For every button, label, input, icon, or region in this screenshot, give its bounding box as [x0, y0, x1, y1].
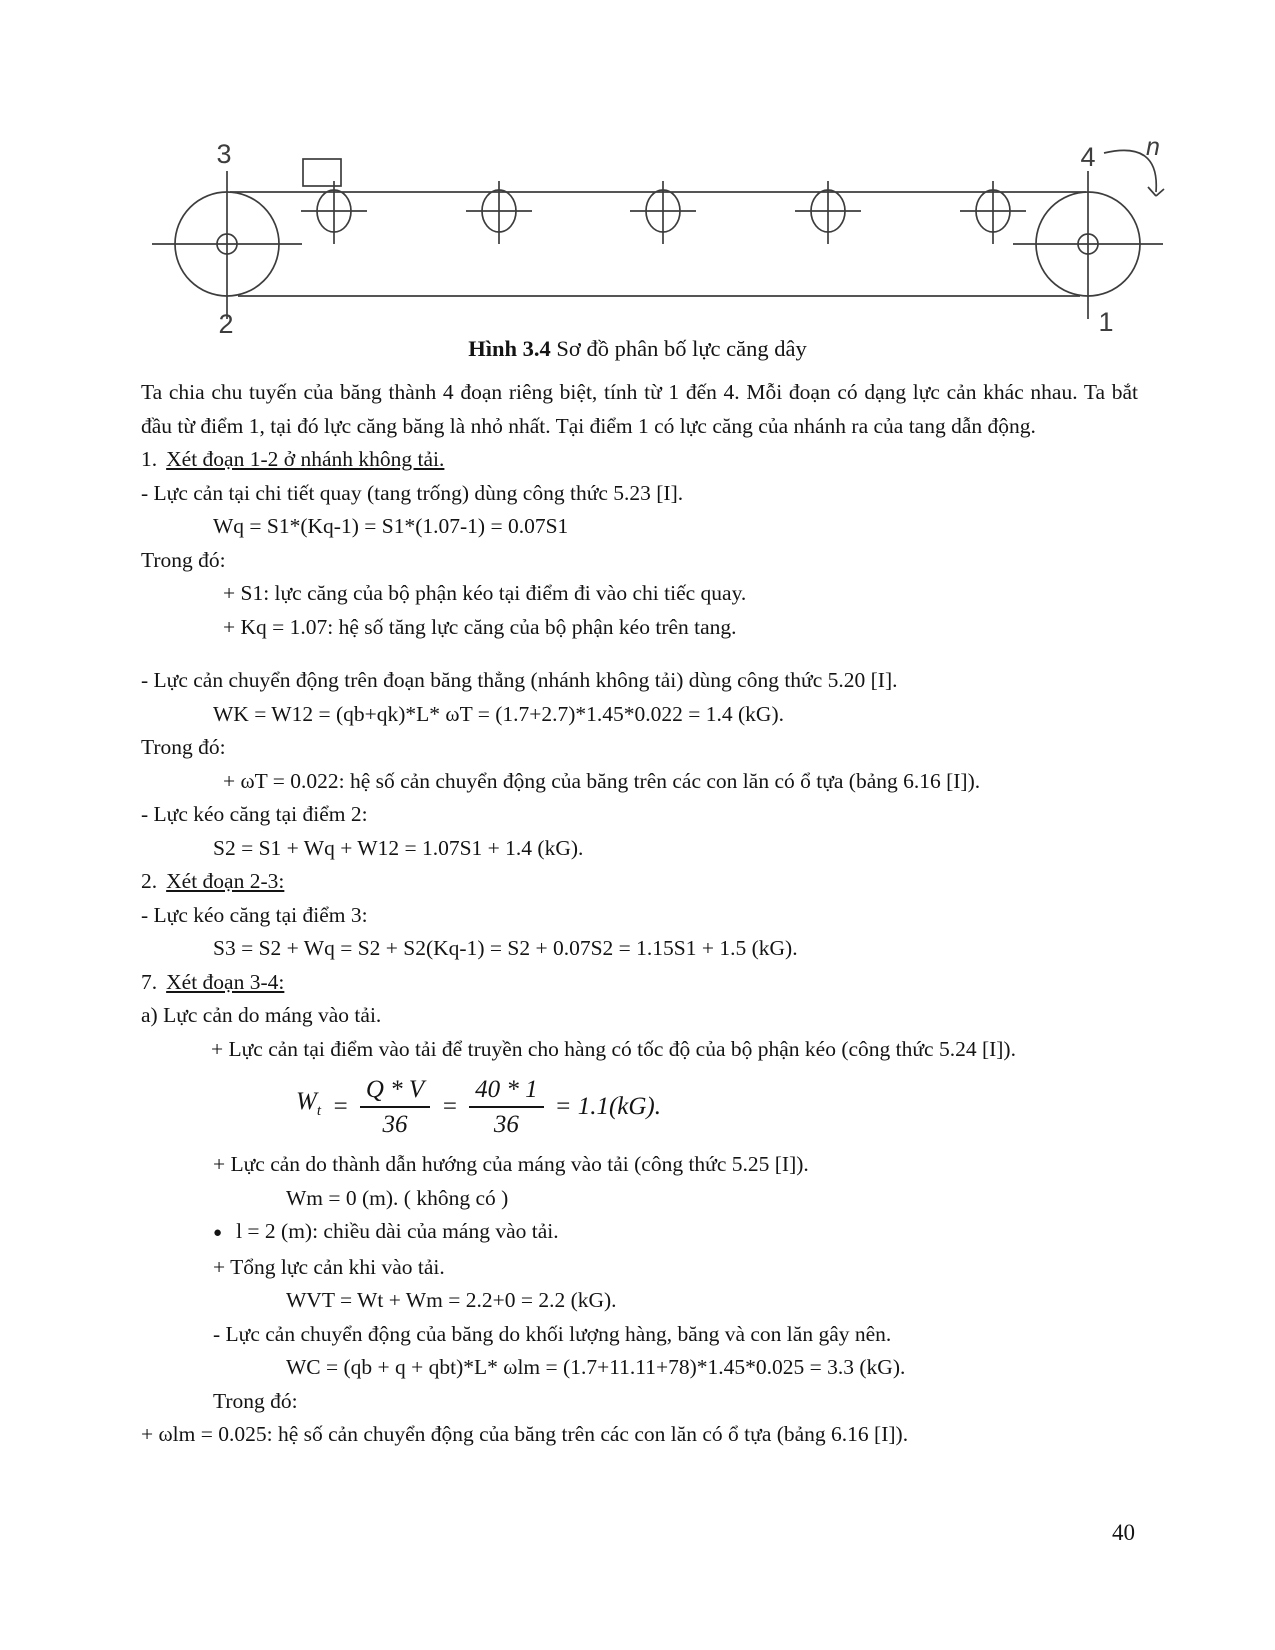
trong-do-2: Trong đó:: [141, 735, 226, 759]
idler-roller: [795, 181, 861, 244]
formula-wvt: WVT = Wt + Wm = 2.2+0 = 2.2 (kG).: [286, 1288, 617, 1312]
line-luc-can-quay: - Lực cản tại chi tiết quay (tang trống) dùng công thức 5.23 [I].: [141, 480, 684, 505]
line-luc-keo-diem-3: - Lực kéo căng tại điểm 3:: [141, 902, 368, 927]
figure-caption-number: Hình 3.4: [468, 336, 551, 361]
section-3-heading: [141, 966, 1138, 1000]
document-body: [141, 376, 1138, 1452]
blank-line: [141, 644, 1138, 664]
conveyor-diagram: [0, 0, 1275, 345]
formula-wc: WC = (qb + q + qbt)*L* ωlm = (1.7+11.11+78)*1.45*0.025 = 3.3 (kG).: [286, 1355, 906, 1379]
bullet-text: l = 2 (m): chiều dài của máng vào tải.: [236, 1219, 559, 1243]
trong-do-1: Trong đó:: [141, 547, 226, 572]
intro-paragraph: Ta chia chu tuyến của băng thành 4 đoạn riêng biệt, tính từ 1 đến 4. Mỗi đoạn có dạng lực cản khác nhau. Ta bắt đầu từ điểm 1, tại đó lực căng băng là nhỏ nhất. Tại điểm 1 có lực căng của nhánh ra của tang dẫn động.: [141, 380, 1138, 438]
line-luc-can-chuyen-dong-thang: - Lực cản chuyển động trên đoạn băng thẳng (nhánh không tải) dùng công thức 5.20 [I].: [141, 668, 898, 692]
label-rotation-n: n: [1146, 133, 1160, 161]
label-point-2: 2: [218, 309, 234, 339]
label-point-4: 4: [1080, 142, 1096, 172]
line-chieu-dai-mang: [141, 1215, 1138, 1251]
line-tong-luc-can: + Tổng lực cản khi vào tải.: [213, 1254, 445, 1279]
section-2-number: 2.: [141, 869, 158, 893]
equals-sign: =: [441, 1093, 459, 1121]
bullet-icon: ●: [213, 1225, 223, 1241]
def-s1: + S1: lực căng của bộ phận kéo tại điểm đi vào chi tiếc quay.: [223, 581, 747, 605]
equation-lhs: $W_t$: [296, 1088, 321, 1120]
idler-roller: [630, 181, 696, 244]
formula-s2: S2 = S1 + Wq + W12 = 1.07S1 + 1.4 (kG).: [213, 835, 584, 860]
section-1-number: 1.: [141, 447, 158, 471]
formula-wq: Wq = S1*(Kq-1) = S1*(1.07-1) = 0.07S1: [213, 514, 569, 538]
label-point-1: 1: [1098, 307, 1114, 337]
section-1-heading: [141, 443, 1138, 477]
def-omega-t: + ωT = 0.022: hệ số cản chuyển động của băng trên các con lăn có ổ tựa (bảng 6.16 [I]).: [223, 768, 981, 793]
load-box: [303, 159, 341, 186]
trong-do-3: Trong đó:: [213, 1388, 298, 1413]
section-3-title: Xét đoạn 3-4:: [166, 969, 285, 994]
label-point-3: 3: [216, 139, 232, 169]
line-luc-can-thanh-dan-huong: + Lực cản do thành dẫn hướng của máng vào tải (công thức 5.25 [I]).: [213, 1152, 809, 1176]
fraction-qv-36: $\frac{Q * V}{36}$: [360, 1074, 430, 1141]
section-2-title: Xét đoạn 2-3:: [166, 869, 285, 893]
idler-roller: [301, 181, 367, 244]
def-omega-lm: + ωlm = 0.025: hệ số cản chuyển động của băng trên các con lăn có ổ tựa (bảng 6.16 [I]).: [141, 1422, 909, 1446]
page-number: 40: [1112, 1520, 1135, 1545]
def-kq: + Kq = 1.07: hệ số tăng lực căng của bộ phận kéo trên tang.: [223, 614, 737, 639]
formula-wm: Wm = 0 (m). ( không có ): [286, 1185, 509, 1210]
section-2-heading: [141, 865, 1138, 899]
figure-caption-text: Sơ đồ phân bố lực căng dây: [550, 336, 807, 361]
formula-wk: WK = W12 = (qb+qk)*L* ωT = (1.7+2.7)*1.45*0.022 = 1.4 (kG).: [213, 701, 784, 726]
formula-s3: S3 = S2 + Wq = S2 + S2(Kq-1) = S2 + 0.07S2 = 1.15S1 + 1.5 (kG).: [213, 936, 798, 960]
section-3-number: 7.: [141, 969, 158, 994]
equation-result: = 1.1(kG).: [554, 1093, 661, 1121]
equation-wt: [296, 1072, 1138, 1142]
fraction-40-36: $\frac{40 * 1}{36}$: [469, 1074, 544, 1141]
equals-sign: =: [332, 1093, 349, 1121]
idler-roller: [960, 181, 1026, 244]
line-luc-can-khoi-luong: - Lực cản chuyển động của băng do khối lượng hàng, băng và con lăn gây nên.: [213, 1321, 892, 1346]
line-luc-keo-diem-2: - Lực kéo căng tại điểm 2:: [141, 802, 368, 826]
figure-caption: [0, 336, 1275, 362]
section-1-title: Xét đoạn 1-2 ở nhánh không tải.: [166, 447, 445, 471]
line-a-luc-can-mang: a) Lực cản do máng vào tải.: [141, 1003, 382, 1027]
idler-roller: [466, 181, 532, 244]
line-luc-can-diem-vao-tai: + Lực cản tại điểm vào tải để truyền cho hàng có tốc độ của bộ phận kéo (công thức 5.24 [I]).: [211, 1036, 1016, 1061]
